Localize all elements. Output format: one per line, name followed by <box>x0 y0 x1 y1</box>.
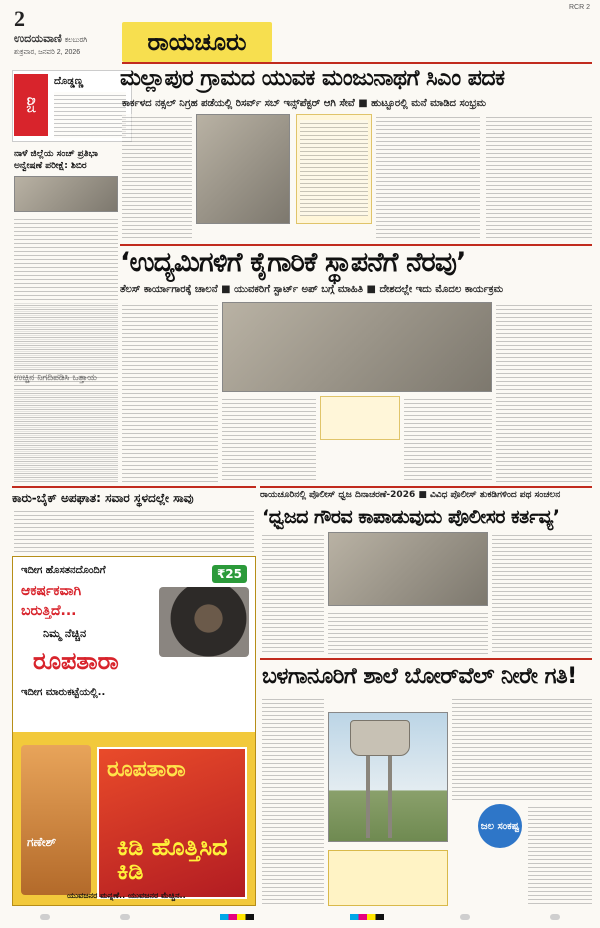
sidebar-story-photo <box>14 176 118 212</box>
ad-line-1: ಇದೀಗ ಹೊಸತನದೊಂದಿಗೆ <box>21 565 106 576</box>
section-rule <box>120 244 592 246</box>
second-subhead: ತೆಲಸ್ ಕಾರ್ಯಾಗಾರಕ್ಕೆ ಚಾಲನೆ ■ ಯುವಕರಿಗೆ ಸ್ಟಾರ್ಟ್ ಅಪ್ ಬಗ್ಗೆ ಮಾಹಿತಿ ■ ದೇಶದಲ್ಲೇ ಇದು ಮೊದಲ ಕಾರ್ಯಕ್ರಮ <box>120 284 504 295</box>
ad-price-badge: ₹25 <box>212 565 247 583</box>
lead-story-column <box>376 114 480 240</box>
second-story-column <box>122 302 218 482</box>
page-number: 2 <box>14 6 25 31</box>
ad-cover-headline: ಕಿಡಿ ಹೊತ್ತಿಸಿದ ಕಿಡಿ <box>117 833 228 885</box>
section-banner: ರಾಯಚೂರು <box>122 22 272 62</box>
second-story-column <box>496 302 592 482</box>
water-headline: ಬಳಗಾನೂರಿಗೆ ಶಾಲೆ ಬೋರ್‌ವೆಲ್ ನೀರೇ ಗತಿ! <box>262 664 577 689</box>
second-quote-box <box>320 396 400 440</box>
police-story-column <box>492 532 592 654</box>
police-story-column <box>328 610 488 654</box>
header-rule <box>122 62 592 64</box>
edition-name: ಕಲಬುರಗಿ <box>64 37 88 44</box>
ad-actor-photo <box>159 587 249 657</box>
police-kicker: ರಾಯಚೂರಿನಲ್ಲಿ ಪೊಲೀಸ್ ಧ್ವಜ ದಿನಾಚರಣೆ-2026 ■ ವಿವಿಧ ಪೊಲೀಸ್ ತುಕಡಿಗಳಿಂದ ಪಥ ಸಂಚಲನ <box>260 490 561 500</box>
ad-magazine-cover <box>97 747 247 899</box>
section-rule <box>12 486 256 488</box>
second-headline: ‘ಉದ್ಯಮಿಗಳಿಗೆ ಕೈಗಾರಿಕೆ ಸ್ಥಾಪನೆಗೆ ನೆರವು’ <box>120 247 466 278</box>
police-story-photo <box>328 532 488 606</box>
page-code: RCR 2 <box>568 4 590 11</box>
promo-title: ದೊಡ್ಡಣ್ಣ <box>54 76 84 87</box>
second-story-column <box>14 302 118 482</box>
color-bar <box>350 914 384 920</box>
paper-name: ಉದಯವಾಣಿ <box>14 33 62 45</box>
accident-headline: ಕಾರು-ಬೈಕ್ ಅಪಘಾತ: ಸವಾರ ಸ್ಥಳದಲ್ಲೇ ಸಾವು <box>12 491 194 505</box>
water-story-column <box>262 696 324 904</box>
ad-bottom-line: ಯುವಜನರ ಮನ್ನಣೆ.. ಯುವಜನರ ಮೆಚ್ಚಿನ.. <box>67 891 186 900</box>
water-story-column <box>452 696 592 800</box>
ad-market-line: ಇದೀಗ ಮಾರುಕಟ್ಟೆಯಲ್ಲಿ.. <box>21 687 106 698</box>
accident-story-text <box>14 508 254 552</box>
ad-cover-title: ರೂಪತಾರಾ <box>107 757 186 782</box>
lead-quote-text <box>300 120 368 216</box>
masthead <box>14 8 124 60</box>
second-story-photo <box>222 302 492 392</box>
water-tower-leg <box>388 756 392 838</box>
second-story-column <box>404 396 492 482</box>
ad-brand: ರೂಪತಾರಾ <box>33 647 119 675</box>
promo-badge: ದಿನ <box>14 74 48 136</box>
registration-mark <box>460 914 470 920</box>
water-bullet-box <box>328 850 448 906</box>
section-rule <box>260 658 592 660</box>
registration-mark <box>40 914 50 920</box>
police-headline: ‘ಧ್ವಜದ ಗೌರವ ಕಾಪಾಡುವುದು ಪೊಲೀಸರ ಕರ್ತವ್ಯ’ <box>262 506 560 528</box>
registration-mark <box>120 914 130 920</box>
lead-story-photo <box>196 114 290 224</box>
lead-story-column <box>122 114 192 240</box>
lead-story-column <box>486 114 592 240</box>
color-bar <box>220 914 254 920</box>
ad-line-3: ಬರುತ್ತಿದೆ... <box>21 603 77 619</box>
issue-date: ಶುಕ್ರವಾರ, ಜನವರಿ 2, 2026 <box>14 49 81 56</box>
ad-line-4: ನಿಮ್ಮ ನೆಚ್ಚಿನ <box>43 627 87 640</box>
ad-person-photo <box>21 745 91 895</box>
rupatara-advertisement[interactable] <box>12 556 256 906</box>
jala-sankashta-logo: ಜಲ ಸಂಕಷ್ಟ <box>478 804 522 848</box>
water-tower-leg <box>366 756 370 838</box>
lead-headline: ಮಲ್ಲಾಪುರ ಗ್ರಾಮದ ಯುವಕ ಮಂಜುನಾಥಗೆ ಸಿಎಂ ಪದಕ <box>120 66 505 91</box>
lead-subhead: ಕಾರ್ಕಳದ ನಕ್ಸಲ್ ನಿಗ್ರಹ ಪಡೆಯಲ್ಲಿ ರಿಸರ್ವ್ ಸಬ್ ಇನ್ಸ್‌ಪೆಕ್ಟರ್ ಆಗಿ ಸೇವೆ ■ ಹುಟ್ಟೂರಲ್ಲಿ ಮನೆ ಮಾಡಿದ ಸಂಭ್ರಮ <box>122 98 486 109</box>
sidebar-story-headline: ನಾಳೆ ಜಿಲ್ಲೆಯ ಸಂಚ್ ಪ್ರತಿಭಾ ಅನ್ವೇಷಣೆ ಪರೀಕ್ಷೆ: ಶಿಬಿರ <box>14 149 98 171</box>
second-story-column <box>222 396 316 482</box>
water-tank-shape <box>350 720 410 756</box>
ad-line-2: ಆಕರ್ಷಕವಾಗಿ <box>21 583 82 599</box>
section-rule <box>260 486 592 488</box>
water-story-column <box>528 804 592 904</box>
registration-mark <box>550 914 560 920</box>
promo-text <box>54 92 126 138</box>
ad-side-name: ಗಣೇಶ್ <box>27 835 57 849</box>
police-story-column <box>262 532 324 654</box>
